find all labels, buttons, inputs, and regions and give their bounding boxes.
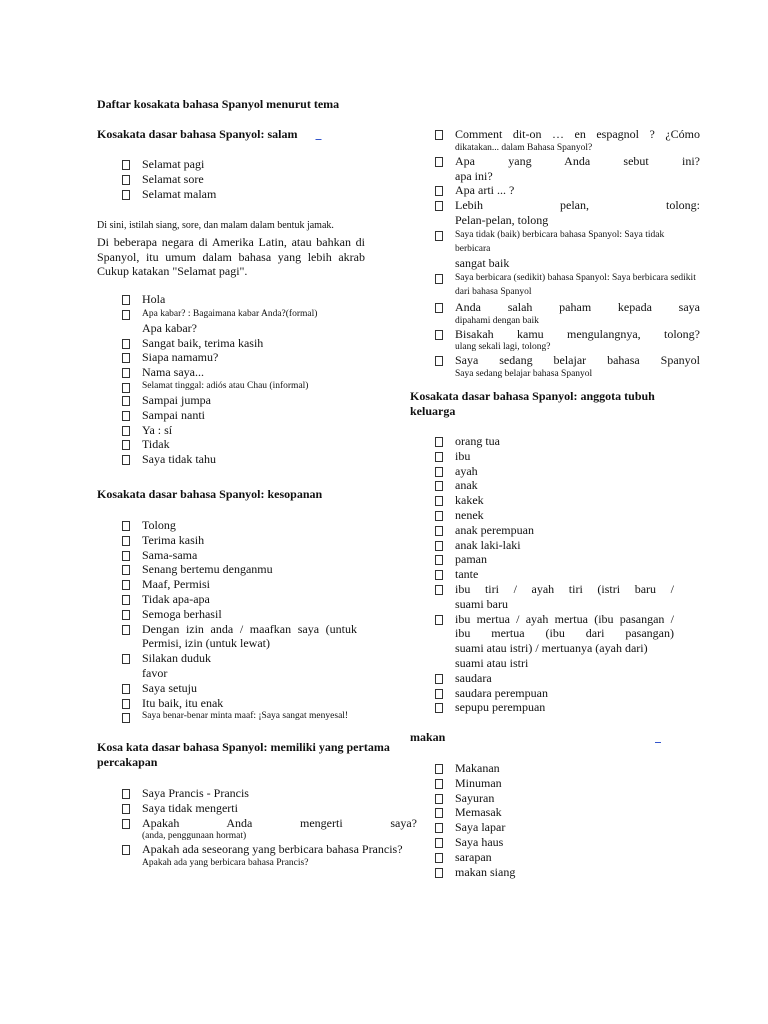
list-item [97, 518, 357, 533]
heading-keluarga: Kosakata dasar bahasa Spanyol: anggota tubuh keluarga [410, 389, 655, 418]
item-text: saudara [455, 670, 492, 685]
bullet-box-icon [435, 201, 443, 211]
list-percakapan-lanjutan [410, 127, 700, 380]
list-item [97, 816, 417, 843]
list-item [97, 157, 377, 172]
list-item [410, 154, 700, 184]
list-item [410, 805, 670, 820]
item-subtext: (anda, penggunaan hormat) [142, 831, 247, 842]
bullet-box-icon [435, 868, 443, 878]
bullet-box-icon [122, 310, 130, 320]
item-text: Itu baik, itu enak [142, 695, 224, 710]
list-item [410, 271, 700, 300]
list-item [97, 393, 377, 408]
bullet-box-icon [435, 452, 443, 462]
list-item [97, 622, 357, 652]
bullet-box-icon [435, 570, 443, 580]
item-text: saudara perempuan [455, 685, 548, 700]
link-marker [655, 730, 661, 745]
list-item [410, 582, 674, 612]
bullet-box-icon [122, 804, 130, 814]
bullet-box-icon [435, 853, 443, 863]
list-salam [97, 157, 377, 201]
list-item [410, 493, 674, 508]
bullet-box-icon [122, 845, 130, 855]
bullet-box-icon [435, 794, 443, 804]
bullet-box-icon [122, 713, 130, 723]
list-item [410, 671, 674, 686]
item-text: Saya tidak (baik) berbicara bahasa Spanyol: Saya tidak berbicara [455, 229, 665, 254]
bullet-box-icon [122, 295, 130, 305]
item-text: Terima kasih [142, 532, 205, 547]
list-item [410, 300, 700, 327]
item-text: Sangat baik, terima kasih [142, 335, 264, 350]
list-item [97, 423, 377, 438]
item-text: Comment dit-on … en espagnol ? ¿Cómo [455, 127, 700, 141]
bullet-box-icon [122, 396, 130, 406]
bullet-box-icon [435, 186, 443, 196]
item-text: Minuman [455, 775, 502, 790]
item-text: Sampai jumpa [142, 392, 211, 407]
list-item [97, 842, 417, 869]
item-text: Saya sedang belajar bahasa Spanyol [455, 353, 700, 368]
bullet-box-icon [435, 130, 443, 140]
bullet-box-icon [122, 819, 130, 829]
list-kesopanan [97, 518, 357, 723]
item-text-continued: ibu mertua (ibu dari pasangan) [455, 626, 674, 641]
item-text-continued: Permisi, izin (untuk lewat) [142, 636, 270, 651]
item-text: anak laki-laki [455, 537, 521, 552]
bullet-box-icon [122, 521, 130, 531]
item-text-continued: Pelan-pelan, tolong [455, 212, 549, 227]
bullet-box-icon [435, 496, 443, 506]
item-text: Senang bertemu denganmu [142, 562, 273, 577]
item-text: Nama saya... [142, 365, 204, 380]
bullet-box-icon [122, 699, 130, 709]
item-text: nenek [455, 507, 484, 522]
item-text: Saya lapar [455, 820, 506, 835]
list-item [97, 548, 357, 563]
item-subtext: Apakah ada yang berbicara bahasa Prancis? [142, 858, 309, 869]
list-item [97, 452, 377, 467]
list-item [97, 292, 377, 307]
item-text: Selamat pagi [142, 157, 205, 171]
bullet-box-icon [122, 368, 130, 378]
item-text: sepupu perempuan [455, 700, 546, 715]
bullet-box-icon [435, 823, 443, 833]
list-item [410, 700, 674, 715]
list-item [97, 350, 377, 365]
bullet-box-icon [435, 703, 443, 713]
heading-percakapan: Kosa kata dasar bahasa Spanyol: memiliki yang pertama percakapan [97, 740, 390, 769]
item-text-continued: suami baru [455, 596, 508, 611]
item-text: Apakah ada seseorang yang berbicara bahasa Prancis? [142, 842, 403, 857]
list-item [410, 523, 674, 538]
bullet-box-icon [122, 789, 130, 799]
item-text: Bisakah kamu mengulangnya, tolong? [455, 326, 700, 341]
item-text: tante [455, 567, 479, 582]
bullet-box-icon [435, 764, 443, 774]
list-item [410, 508, 674, 523]
bullet-box-icon [122, 580, 130, 590]
list-salam-phrases [97, 292, 377, 467]
bullet-box-icon [122, 426, 130, 436]
list-item [410, 434, 674, 449]
bullet-box-icon [435, 437, 443, 447]
item-text: Dengan izin anda / maafkan saya (untuk [142, 621, 357, 636]
item-text: orang tua [455, 434, 500, 448]
list-item [410, 612, 674, 671]
list-item [410, 228, 700, 271]
bullet-box-icon [122, 595, 130, 605]
list-item [97, 786, 417, 801]
item-text: Saya setuju [142, 680, 197, 695]
list-item [97, 533, 357, 548]
list-item [410, 865, 670, 880]
bullet-box-icon [435, 356, 443, 366]
list-item [97, 380, 377, 393]
bullet-box-icon [435, 585, 443, 595]
item-text: ibu mertua / ayah mertua (ibu pasangan / [455, 611, 674, 626]
bullet-box-icon [122, 175, 130, 185]
bullet-box-icon [122, 353, 130, 363]
list-item [97, 307, 377, 336]
item-text: Saya tidak tahu [142, 452, 216, 467]
bullet-box-icon [435, 511, 443, 521]
item-text: Selamat malam [142, 186, 217, 201]
item-text: ibu tiri / ayah tiri (istri baru / [455, 581, 674, 596]
bullet-box-icon [435, 467, 443, 477]
item-text: Saya berbicara (sedikit) bahasa Spanyol: Saya berbicara sedikit [455, 272, 696, 283]
list-item [410, 127, 700, 154]
item-subtext: Saya sedang belajar bahasa Spanyol [455, 369, 593, 380]
list-item [97, 408, 377, 423]
list-item [410, 820, 670, 835]
item-text: sarapan [455, 849, 492, 864]
list-item [410, 686, 674, 701]
bullet-box-icon [122, 411, 130, 421]
bullet-box-icon [122, 339, 130, 349]
item-text: anak perempuan [455, 522, 534, 537]
heading-salam: Kosakata dasar bahasa Spanyol: salam [97, 127, 322, 142]
bullet-box-icon [435, 689, 443, 699]
list-item [97, 562, 357, 577]
item-text: Saya tidak mengerti [142, 800, 238, 815]
bullet-box-icon [122, 610, 130, 620]
bullet-box-icon [122, 383, 130, 393]
bullet-box-icon [122, 625, 130, 635]
item-text: ibu [455, 448, 471, 463]
bullet-box-icon [435, 330, 443, 340]
item-text-continued: apa ini? [455, 168, 493, 183]
item-text: kakek [455, 493, 484, 508]
list-item [97, 336, 377, 351]
list-item [410, 567, 674, 582]
document-title: Daftar kosakata bahasa Spanyol menurut tema [97, 97, 340, 111]
item-text: Tidak [142, 437, 170, 452]
item-text: Sayuran [455, 790, 495, 805]
list-item [97, 710, 357, 723]
item-text: anak [455, 478, 478, 493]
item-text: Saya haus [455, 834, 504, 849]
list-item [97, 187, 377, 202]
item-text: Hola [142, 292, 166, 306]
list-makan [410, 761, 670, 879]
list-item [97, 437, 377, 452]
bullet-box-icon [435, 157, 443, 167]
bullet-box-icon [435, 231, 443, 241]
list-item [410, 776, 670, 791]
item-text: Sampai nanti [142, 407, 205, 422]
item-text-continued: suami atau istri) / mertuanya (ayah dari) [455, 641, 648, 656]
link-marker [316, 127, 322, 141]
list-item [410, 198, 700, 228]
list-item [97, 681, 357, 696]
list-item [410, 464, 674, 479]
bullet-box-icon [122, 536, 130, 546]
item-text: Silakan duduk [142, 651, 211, 666]
list-item [410, 478, 674, 493]
item-text: Apa yang Anda sebut ini? [455, 153, 700, 168]
list-item [410, 835, 670, 850]
bullet-box-icon [122, 684, 130, 694]
bullet-box-icon [435, 274, 443, 284]
bullet-box-icon [435, 615, 443, 625]
list-item [410, 552, 674, 567]
list-item [97, 651, 357, 681]
list-item [410, 449, 674, 464]
list-item [410, 353, 700, 380]
bullet-box-icon [122, 160, 130, 170]
item-text: makan siang [455, 864, 516, 879]
heading-kesopanan: Kosakata dasar bahasa Spanyol: kesopanan [97, 487, 323, 501]
bullet-box-icon [435, 674, 443, 684]
item-text: Memasak [455, 805, 502, 820]
item-text: Apakah Anda mengerti saya? [142, 815, 417, 830]
item-text-continued: Apa kabar? [142, 320, 197, 335]
paragraph-salam: Di sini, istilah siang, sore, dan malam dalam bentuk jamak. Di beberapa negara di Amerika Latin, atau bahkan di Spanyol, itu umum dalam bahasa yang lebih akrab Cukup katakan "Selamat pagi". [97, 220, 365, 279]
item-text: Apa arti ... ? [455, 183, 515, 198]
item-subtext: ulang sekali lagi, tolong? [455, 342, 551, 353]
item-text-continued: sangat baik [455, 255, 510, 270]
bullet-box-icon [435, 808, 443, 818]
list-item [97, 172, 377, 187]
item-text-continued: dari bahasa Spanyol [455, 286, 532, 297]
item-subtext: dipahami dengan baik [455, 315, 539, 326]
item-text: Makanan [455, 761, 500, 775]
list-percakapan [97, 786, 417, 869]
bullet-box-icon [435, 779, 443, 789]
bullet-box-icon [435, 541, 443, 551]
list-item [97, 592, 357, 607]
bullet-box-icon [435, 526, 443, 536]
bullet-box-icon [122, 551, 130, 561]
list-item [97, 696, 357, 711]
item-text: paman [455, 552, 487, 567]
list-item [97, 365, 377, 380]
item-text: Selamat sore [142, 171, 204, 186]
bullet-box-icon [435, 481, 443, 491]
list-item [410, 538, 674, 553]
bullet-box-icon [435, 555, 443, 565]
item-text: Anda salah paham kepada saya [455, 299, 700, 314]
heading-makan: makan [410, 730, 446, 744]
item-text: Tolong [142, 518, 176, 532]
bullet-box-icon [122, 654, 130, 664]
list-item [410, 850, 670, 865]
item-text: ayah [455, 463, 478, 478]
item-text: Saya Prancis - Prancis [142, 786, 249, 800]
item-text: Siapa namamu? [142, 350, 219, 365]
list-item [97, 607, 357, 622]
list-item [410, 791, 670, 806]
list-item [410, 761, 670, 776]
item-text-continued: suami atau istri [455, 655, 529, 670]
item-text: Lebih pelan, tolong: [455, 198, 700, 213]
list-keluarga [410, 434, 674, 715]
item-subtext: dikatakan... dalam Bahasa Spanyol? [455, 142, 593, 153]
item-text: Selamat tinggal: adiós atau Chau (informal) [142, 380, 309, 391]
bullet-box-icon [435, 838, 443, 848]
bullet-box-icon [122, 190, 130, 200]
item-text: Sama-sama [142, 547, 198, 562]
item-text: Maaf, Permisi [142, 577, 210, 592]
list-item [410, 183, 700, 198]
list-item [97, 801, 417, 816]
bullet-box-icon [122, 440, 130, 450]
bullet-box-icon [435, 303, 443, 313]
item-text: Ya : sí [142, 422, 173, 437]
item-text-continued: favor [142, 665, 168, 680]
list-item [97, 577, 357, 592]
item-text: Saya benar-benar minta maaf: ¡Saya sangat menyesal! [142, 711, 349, 722]
item-text: Tidak apa-apa [142, 591, 210, 606]
item-text: Apa kabar? : Bagaimana kabar Anda?(formal) [142, 308, 318, 319]
item-text: Semoga berhasil [142, 606, 222, 621]
bullet-box-icon [122, 455, 130, 465]
list-item [410, 327, 700, 354]
bullet-box-icon [122, 565, 130, 575]
